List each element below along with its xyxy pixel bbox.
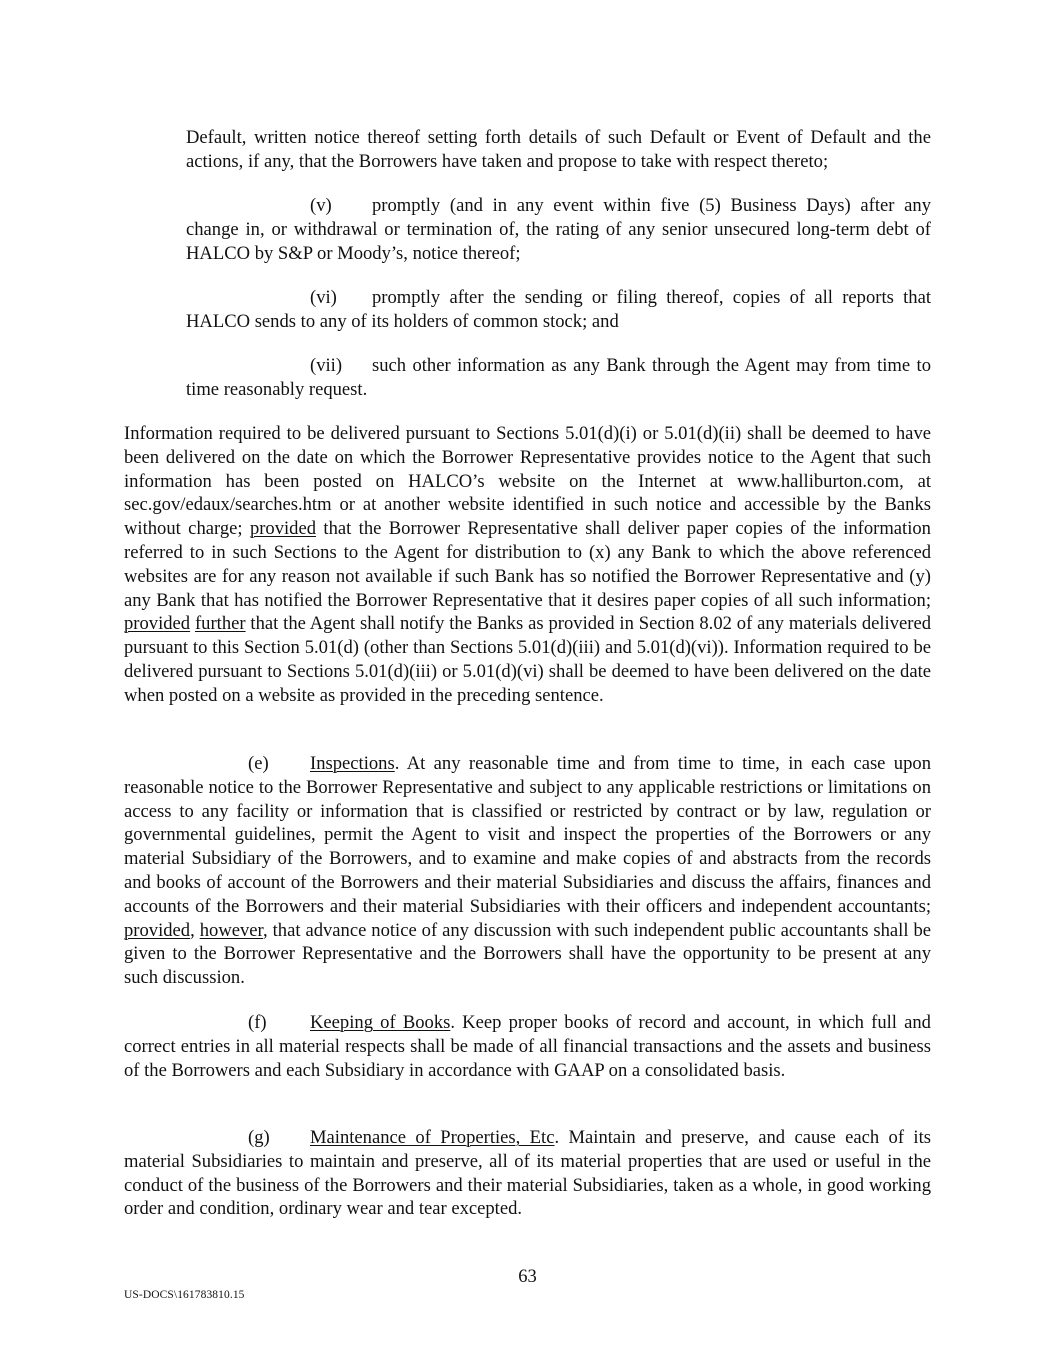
clause-vi: [186, 286, 931, 334]
section-e-text-part2: , that advance notice of any discussion with such independent public accountants shall be given to the Borrower Representative and the Borrowers shall have the opportunity to be present at any such discussion.: [124, 919, 932, 989]
info-text-part2: that the Borrower Representative shall deliver paper copies of the information referred to in such Sections to the Agent for distribution to (x) any Bank to which the above referenced websites are for any reason not available if such Bank has so notified the Borrower Representative and (y) any Bank that has notified the Borrower Representative that it desires paper copies of all such information;: [124, 518, 931, 611]
section-g-maintenance: [124, 1126, 931, 1221]
section-g-number: (g): [248, 1127, 270, 1148]
section-f-keeping-of-books: [124, 1011, 931, 1082]
section-e-heading: Inspections: [310, 753, 395, 774]
information-delivery-paragraph: [124, 422, 931, 708]
section-g-heading: Maintenance of Properties, Etc: [310, 1127, 555, 1148]
document-id: US-DOCS\161783810.15: [124, 1289, 245, 1301]
provided-term: provided: [124, 613, 191, 635]
clause-vi-text: promptly after the sending or filing thereof, copies of all reports that HALCO sends to any of its holders of common stock; and: [186, 287, 931, 332]
further-term: further: [194, 613, 246, 635]
info-text-part3: that the Agent shall notify the Banks as provided in Section 8.02 of any materials delivered pursuant to this Section 5.01(d) (other than Sections 5.01(d)(iii) and 5.01(d)(vi)). Information required to be delivered pursuant to Sections 5.01(d)(iii) or 5.01(d)(vi) shall be deemed to have been delivered on the date when posted on a website as provided in the preceding sentence.: [124, 613, 931, 706]
clause-vii-text: such other information as any Bank through the Agent may from time to time reasonably request.: [186, 355, 931, 400]
clause-v-text: promptly (and in any event within five (5) Business Days) after any change in, or withdrawal or termination of, the rating of any senior unsecured long-term debt of HALCO by S&P or Moody’s, notice thereof;: [186, 195, 931, 264]
section-e-number: (e): [248, 753, 269, 774]
clause-vii-number: (vii): [310, 355, 343, 376]
section-e-text-part1: . At any reasonable time and from time to time, in each case upon reasonable notice to the Borrower Representative and subject to any applicable restrictions or limitations on access to any facility or information that is classified or restricted by contract or by law, regulation or governmental guidelines, permit the Agent to visit and inspect the properties of the Borrowers or any material Subsidiary of the Borrowers, and to examine and make copies of and abstracts from the records and books of account of the Borrowers and their material Subsidiaries and discuss the affairs, finances and accounts of the Borrowers and their material Subsidiaries with their officers and independent accountants;: [124, 753, 931, 917]
page-number: 63: [518, 1266, 537, 1287]
clause-vi-number: (vi): [310, 287, 337, 308]
clause-v-number: (v): [310, 195, 332, 216]
provided-term: provided: [249, 518, 317, 540]
clause-vii: [186, 354, 931, 402]
section-f-number: (f): [248, 1012, 267, 1033]
section-f-text: . Keep proper books of record and account, in which full and correct entries in all material respects shall be made of all financial transactions and the assets and business of the Borrowers and each Subsidiary in accordance with GAAP on a consolidated basis.: [124, 1012, 931, 1081]
provided-term: provided: [124, 919, 191, 941]
section-f-heading: Keeping of Books: [310, 1012, 451, 1033]
continuation-text: Default, written notice thereof setting forth details of such Default or Event of Default and the actions, if any, that the Borrowers have taken and propose to take with respect thereto;: [186, 127, 931, 172]
clause-v: [186, 194, 931, 265]
info-text-part1: Information required to be delivered pursuant to Sections 5.01(d)(i) or 5.01(d)(ii) shall be deemed to have been delivered on the date on which the Borrower Representative provides notice to the Agent that such information has been posted on HALCO’s website on the Internet at www.halliburton.com, at sec.gov/edaux/searches.htm or at another website identified in such notice and accessible by the Banks without charge;: [124, 423, 931, 540]
however-term: however: [199, 919, 263, 941]
section-e-inspections: (e) Inspections. At any reasonable time and from time to time, in each case upon reasonable notice to the Borrower Representative and subject to any applicable restrictions or limitations on access to any facility or information that is classified or restricted by contract or by law, regulation or governmental guidelines, permit the Agent to visit and inspect the properties of the Borrowers or any material Subsidiary of the Borrowers, and to examine and make copies of and abstracts from the records and books of account of the Borrowers and their material Subsidiaries and discuss the affairs, finances and accounts of the Borrowers and their material Subsidiaries with their officers and independent accountants; provided, however, that advance notice of any discussion with such independent public accountants shall be given to the Borrower Representative and the Borrowers shall have the opportunity to be present at any such discussion.: [124, 753, 932, 989]
section-g-text: . Maintain and preserve, and cause each of its material Subsidiaries to maintain and preserve, all of its material properties that are used or useful in the conduct of the business of the Borrowers and their material Subsidiaries, taken as a whole, in good working order and condition, ordinary wear and tear excepted.: [124, 1127, 931, 1220]
continuation-paragraph: [186, 126, 931, 174]
